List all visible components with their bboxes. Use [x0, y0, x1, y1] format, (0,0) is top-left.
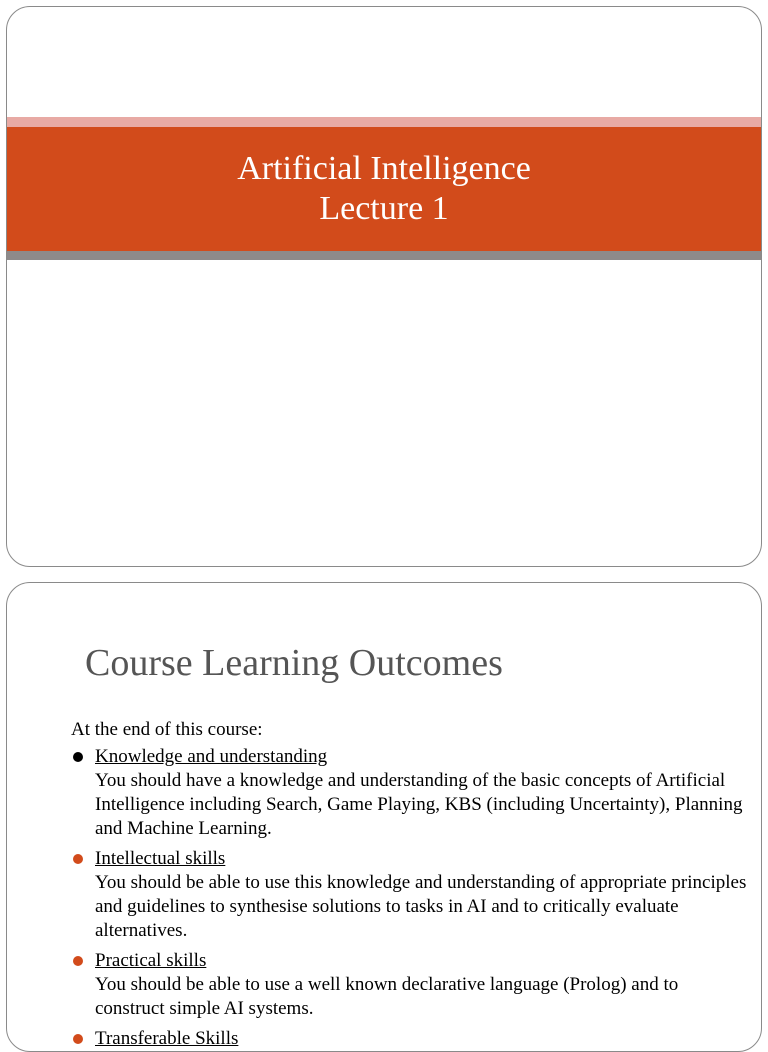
bullet-dot-icon [73, 1034, 83, 1044]
title-slide [6, 6, 762, 567]
bullet-dot-icon [73, 956, 83, 966]
outcomes-slide [6, 582, 762, 1052]
bullet-dot-icon [73, 752, 83, 762]
slide-subtitle: Lecture 1 [319, 190, 449, 227]
title-band-top-stripe [7, 117, 761, 127]
bullet-dot-icon [73, 854, 83, 864]
bullet-item [71, 745, 751, 841]
intro-text: At the end of this course: [71, 719, 263, 740]
bullet-body: You should be able to use a well known declarative language (Prolog) and to construct simple AI systems. [95, 974, 679, 1019]
bullet-list [71, 745, 751, 1052]
bullet-heading: Transferable Skills [95, 1028, 239, 1049]
bullet-heading: Practical skills [95, 950, 207, 971]
title-band [7, 127, 761, 251]
bullet-body: You should be able to use this knowledge and understanding of appropriate principles and guidelines to synthesise solutions to tasks in AI and to critically evaluate alternatives. [95, 872, 747, 941]
title-band-bottom-stripe [7, 251, 761, 260]
bullet-item [71, 847, 751, 943]
slide-title: Artificial Intelligence [237, 150, 531, 187]
outcomes-title: Course Learning Outcomes [85, 642, 503, 684]
bullet-body: You should have a knowledge and understanding of the basic concepts of Artificial Intelligence including Search, Game Playing, KBS (including Uncertainty), Planning and Machine Learning. [95, 770, 743, 839]
bullet-item [71, 1027, 751, 1051]
bullet-item [71, 949, 751, 1021]
bullet-heading: Intellectual skills [95, 848, 226, 869]
bullet-heading: Knowledge and understanding [95, 746, 328, 767]
